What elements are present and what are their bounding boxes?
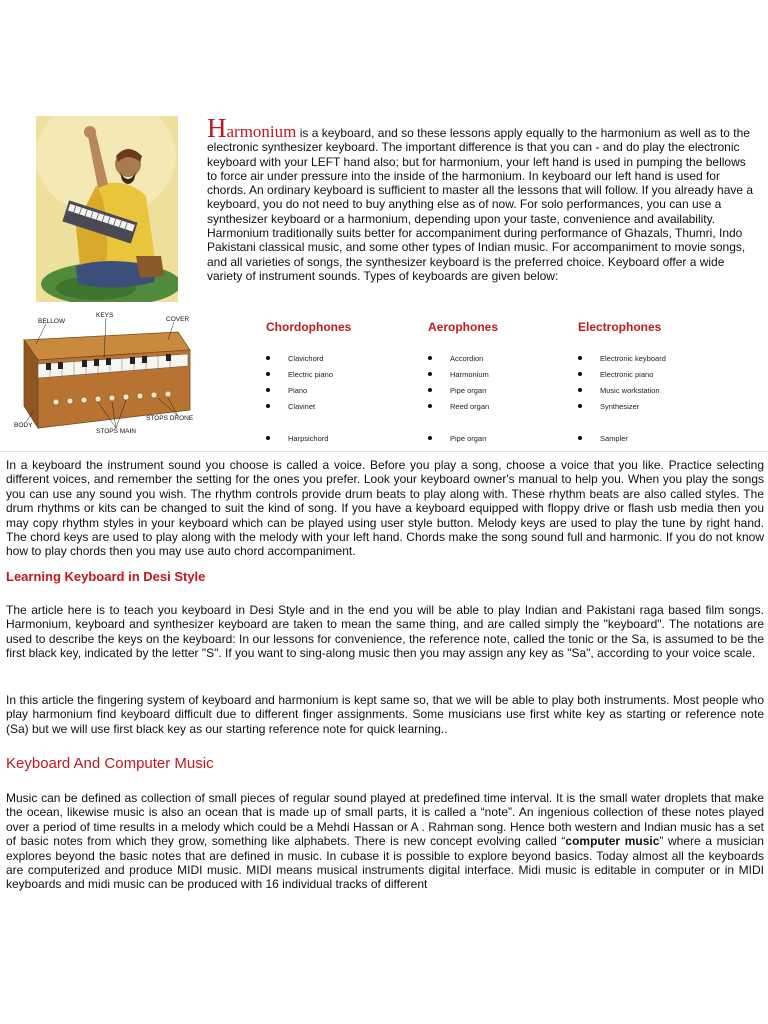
computer-music-paragraph: Music can be defined as collection of small pieces of regular sound played at predefined time interval. It is the small water droplets that make the ocean, likewise music is also an ocean that is made up of small parts, it is called a “note”. An ingenious collection of these notes played over a period of time results in a melody which could be a Mehdi Hassan or A . Rahman song. Hence both western and Indian music has a set of basic notes from which they grow, something like alphabets. There is new concept evolving called “computer music” where a musician explores beyond the basic notes that are defined in music. In cubase it is possible to explore beyond basics. Today almost all the keyboards are computerized and produce MIDI music. MIDI means musical instruments digital interface. Midi music is editable in computer or in MIDI keyboards and midi music can be produced with 16 individual tracks of different	[6, 791, 764, 892]
list-item: Accordion	[428, 354, 483, 363]
bullet-icon	[428, 404, 432, 408]
bullet-icon	[578, 372, 582, 376]
diagram-label-body: BODY	[14, 422, 33, 429]
bullet-icon	[428, 388, 432, 392]
bullet-icon	[428, 372, 432, 376]
intro-title-rest: armonium	[226, 122, 297, 141]
bullet-icon	[266, 404, 270, 408]
column-chordophones	[266, 320, 352, 443]
heading-desi-style: Learning Keyboard in Desi Style	[6, 569, 206, 584]
list-item: Sampler	[578, 434, 628, 443]
list-item: Synthesizer	[578, 402, 639, 411]
intro-title-initial: H	[207, 113, 227, 143]
list-item: Clavinet	[266, 402, 315, 411]
list-item: Music workstation	[578, 386, 660, 395]
harmonium-player-illustration	[36, 116, 178, 302]
bullet-icon	[266, 372, 270, 376]
list-item: Electric piano	[266, 370, 333, 379]
diagram-label-bellow: BELLOW	[38, 318, 66, 325]
list-item: Reed organ	[428, 402, 489, 411]
computer-music-term: computer music	[565, 834, 660, 849]
bullet-icon	[428, 356, 432, 360]
heading-chordophones: Chordophones	[266, 320, 352, 334]
diagram-label-stops-main: STOPS MAIN	[96, 428, 136, 435]
heading-computer-music: Keyboard And Computer Music	[6, 755, 214, 772]
heading-electrophones: Electrophones	[578, 320, 662, 334]
bullet-icon	[266, 388, 270, 392]
list-item: Electronic piano	[578, 370, 653, 379]
list-item: Harmonium	[428, 370, 489, 379]
list-item: Clavichord	[266, 354, 323, 363]
harmonium-parts-diagram	[8, 310, 203, 440]
desi-paragraph-1: The article here is to teach you keyboard in Desi Style and in the end you will be able to play Indian and Pakistani raga based film songs. Harmonium, keyboard and synthesizer keyboard are taken to mean the same thing, and are called simply the "keyboard". The notations are used to describe the keys on the keyboard: In our lessons for convenience, the reference note, called the tonic or the Sa, is assumed to be the first black key, indicated by the letter "S". If you want to sing-along music then you may assign any key as "Sa", according to your voice scale.	[6, 603, 764, 661]
diagram-label-stops-drone: STOPS DRONE	[146, 415, 194, 422]
list-item: Pipe organ	[428, 434, 486, 443]
intro-paragraph	[207, 113, 759, 283]
bullet-icon	[578, 404, 582, 408]
voice-paragraph: In a keyboard the instrument sound you choose is called a voice. Before you play a song, choose a voice that you like. Practice selecting different voices, and remember the setting for the ones you prefer. Look your keyboard owner's manual to help you. When you play the songs you can use any sound you wish. The rhythm controls provide drum beats to play along with. These rhythm beats are also called styles. The drum rhythms or kits can be changed to suit the kind of song. If you have a keyboard equipped with floppy drive or flash usb media then you may copy rhythm styles in your keyboard which can be played using user style button. Melody keys are used to play the tune by right hand. The chord keys are used to play along with the melody with your left hand. Chords make the song sound full and harmonic. If you do not know how to play chords then you may use auto chord accompaniment.	[6, 458, 764, 559]
bullet-icon	[578, 356, 582, 360]
bullet-icon	[428, 436, 432, 440]
instrument-types-table	[230, 320, 760, 450]
bullet-icon	[266, 356, 270, 360]
column-aerophones	[428, 320, 499, 443]
section-divider	[0, 451, 768, 452]
bullet-icon	[578, 436, 582, 440]
diagram-label-keys: KEYS	[96, 312, 114, 319]
list-item: Pipe organ	[428, 386, 486, 395]
list-item: Piano	[266, 386, 307, 395]
heading-aerophones: Aerophones	[428, 320, 499, 334]
intro-text: is a keyboard, and so these lessons apply equally to the harmonium as well as to the electronic synthesizer keyboard. The important difference is that you can - and do play the electronic keyboard with your LEFT hand also; but for harmonium, your left hand is used in pumping the bellows to force air under pressure into the inside of the harmonium. In keyboard our left hand is used for chords. An ordinary keyboard is sufficient to master all the lessons that will follow. If you already have a keyboard, you do not need to buy anything else as of now. For solo performances, you can use a synthesizer keyboard or a harmonium, depending upon your taste, convenience and availability. Harmonium traditionally suits better for accompaniment during performance of Ghazals, Thumri, Indo Pakistani classical music, and some other types of Indian music. For accompaniment to movie songs, and all varieties of songs, the synthesizer keyboard is the preferred choice. Keyboard offer a wide variety of instrument sounds. Types of keyboards are given below:	[207, 126, 754, 283]
desi-paragraph-2: In this article the fingering system of keyboard and harmonium is kept same so, that we will be able to play both instruments. Most people who play harmonium find keyboard difficult due to different finger assignments. Some musicians use first white key as starting or reference note (Sa) but we will use first black key as our starting reference note for quick learning..	[6, 693, 764, 736]
list-item: Electronic keyboard	[578, 354, 666, 363]
list-item: Harpsichord	[266, 434, 328, 443]
column-electrophones	[578, 320, 666, 443]
diagram-label-cover: COVER	[166, 316, 190, 323]
bullet-icon	[266, 436, 270, 440]
bullet-icon	[578, 388, 582, 392]
